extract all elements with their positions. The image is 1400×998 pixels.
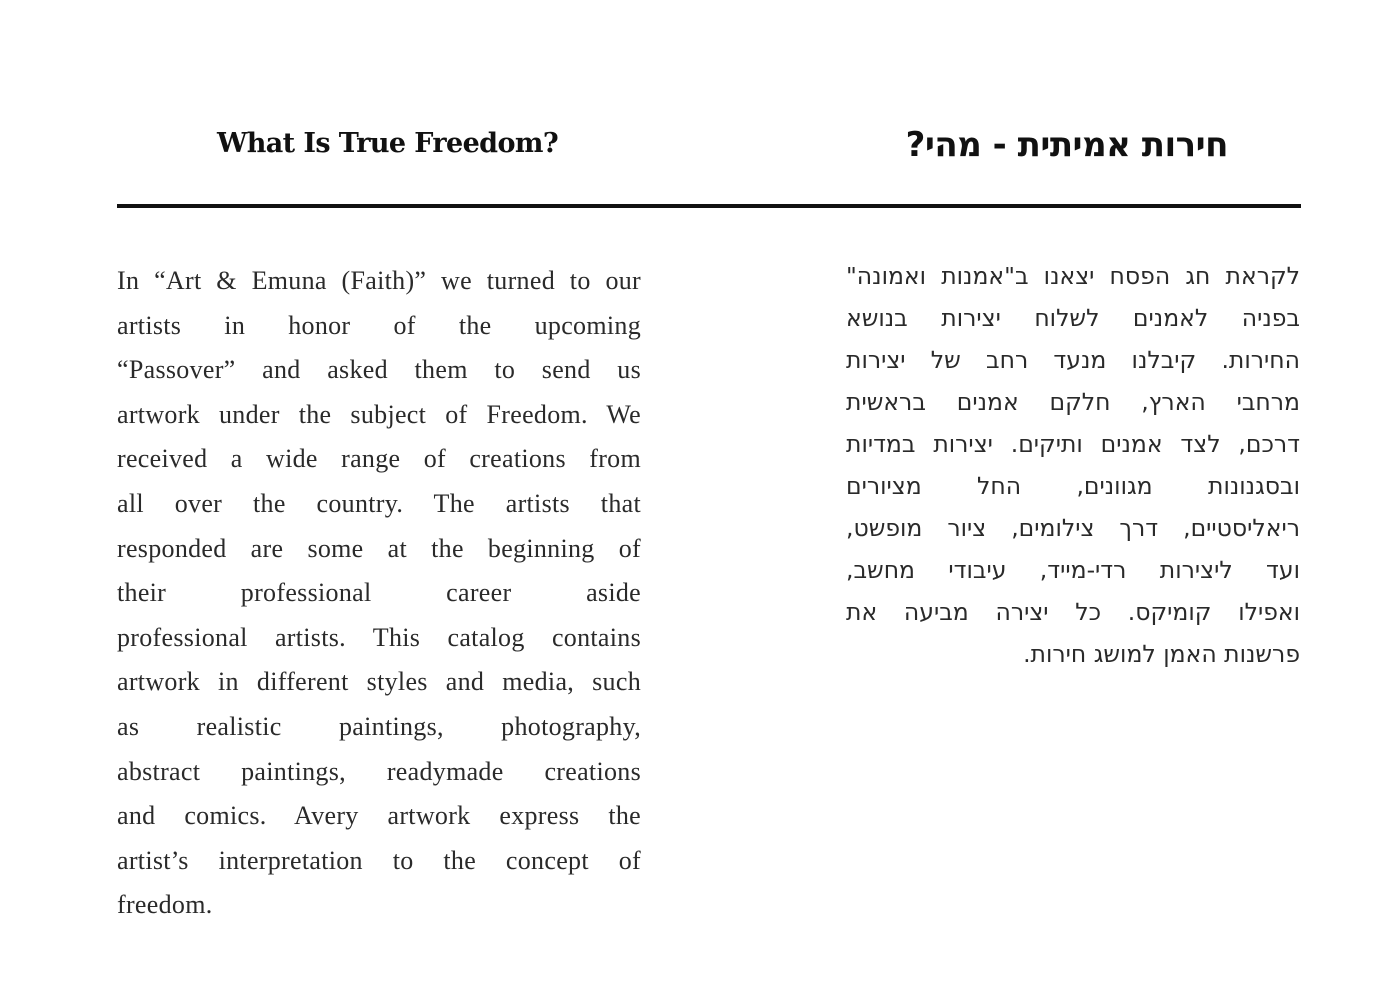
english-line-5: received a wide range of creations from (117, 444, 641, 474)
english-title: What Is True Freedom? (217, 128, 559, 159)
hebrew-line-9: ואפילו קומיקס. כל יצירה מביעה את (846, 598, 1300, 626)
english-line-2: artists in honor of the upcoming (117, 310, 641, 340)
english-line-6: all over the country. The artists that (117, 488, 641, 518)
hebrew-line-4: מרחבי הארץ, חלקם אמנים בראשית (846, 388, 1300, 416)
english-line-4: artwork under the subject of Freedom. We (117, 399, 641, 429)
hebrew-line-10: פרשנות האמן למושג חירות. (1023, 640, 1300, 668)
english-line-3: “Passover” and asked them to send us (117, 355, 641, 385)
header-divider (117, 204, 1301, 208)
hebrew-body (846, 255, 1300, 675)
english-line-10: artwork in different styles and media, such (117, 667, 641, 697)
english-line-13: and comics. Avery artwork express the (117, 801, 641, 831)
english-line-7: responded are some at the beginning of (117, 533, 641, 563)
hebrew-line-6: ובסגנונות מגוונים, החל מציורים (846, 472, 1300, 500)
hebrew-line-8: ועד ליצירות רדי-מייד, עיבודי מחשב, (846, 556, 1300, 584)
hebrew-line-1: לקראת חג הפסח יצאנו ב"אמנות ואמונה" (846, 262, 1300, 290)
english-line-15: freedom. (117, 890, 213, 920)
hebrew-line-2: בפניה לאמנים לשלוח יצירות בנושא (846, 304, 1300, 332)
hebrew-title: חירות אמיתית - מהי? (905, 125, 1228, 165)
english-line-8: their professional career aside (117, 578, 641, 608)
hebrew-line-7: ריאליסטיים, דרך צילומים, ציור מופשט, (846, 514, 1300, 542)
english-line-11: as realistic paintings, photography, (117, 711, 641, 741)
hebrew-line-3: החירות. קיבלנו מנעד רחב של יצירות (846, 346, 1300, 374)
english-line-9: professional artists. This catalog contains (117, 622, 641, 652)
english-line-14: artist’s interpretation to the concept of (117, 845, 641, 875)
hebrew-line-5: דרכם, לצד אמנים ותיקים. יצירות במדיות (846, 430, 1300, 458)
english-line-12: abstract paintings, readymade creations (117, 756, 641, 786)
english-body (117, 259, 641, 928)
english-line-1: In “Art & Emuna (Faith)” we turned to our (117, 266, 641, 295)
